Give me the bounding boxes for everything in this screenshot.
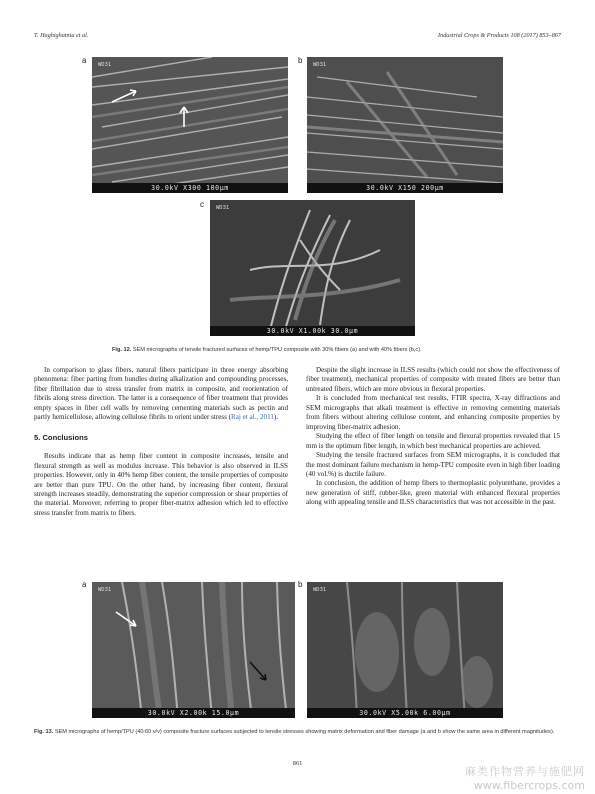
left-paragraph-1-text: In comparison to glass fibers, natural fibers participate in three energy absorbing phenomena: fiber parting from bundles during alkalization and compounding processes, fiber fibrillation due to stress transfer from matrix in composite, and reorientation of fibrils along stress direction. The latter is a consequence of fiber treatment that provides empty spaces in fiber cell walls by removing cementing materials such as pectin and partly hemicellulose, allowing cellulose fibrils to orient under stress ( <box>34 366 288 422</box>
right-paragraph: In conclusion, the addition of hemp fibers to thermoplastic polyurethane, provides a new generation of stiff, rubber-like, green material with enhanced flexural properties along with appealing tensile and ILSS characteristics that was not accessible in the past. <box>306 479 560 507</box>
fig13-caption-text: SEM micrographs of hemp/TPU (40:60 v/v) composite fracture surfaces subjected to tensile stresses showing matrix deformation and fiber damage (a and b show the same area in different magnitudes). <box>53 729 555 735</box>
running-header-journal: Industrial Crops & Products 108 (2017) 853–867 <box>438 32 561 39</box>
fig12-panel-b-tag: WD31 <box>313 62 327 68</box>
fig12-panel-b-scale-bar: 30.0kV X150 200μm <box>307 183 503 193</box>
fig12-panel-c-letter: c <box>200 200 204 209</box>
right-paragraph: It is concluded from mechanical test results, FTIR spectra, X-ray diffractions and SEM micrographs that alkali treatment is effective in removing cementing materials from fibers without altering cellulose content, and enhancing composite properties by improving fiber-matrix adhesion. <box>306 394 560 431</box>
fig13-panel-a-letter: a <box>82 580 87 589</box>
right-paragraph: Despite the slight increase in ILSS results (which could not show the effectiveness of fiber treatment), mechanical properties of composite with treated fibers are better than untreated fibers, which are more obvious in flexural properties. <box>306 366 560 393</box>
right-column <box>306 366 560 508</box>
page-number: 861 <box>292 760 303 767</box>
fig13-caption-label: Fig. 13. <box>34 729 54 735</box>
fig13-panel-a-micrograph <box>92 582 295 718</box>
right-paragraph: Studying the tensile fractured surfaces from SEM micrographs, it is concluded that the most dominant failure mechanism in hemp-TPU composite even in high fiber loading (40 vol.%) is ductile failure. <box>306 451 560 478</box>
fig12-panel-b-micrograph <box>307 57 503 193</box>
fig12-panel-b-texture <box>307 57 503 193</box>
fig12-panel-c-texture <box>210 200 415 336</box>
fig13-panel-b-micrograph <box>307 582 503 718</box>
fig12-panel-a-tag: WD31 <box>98 62 112 68</box>
fig13-panel-b-scale-bar: 30.0kV X5.00k 6.00μm <box>307 708 503 718</box>
fig12-panel-a-micrograph <box>92 57 288 193</box>
fig13-panel-b-texture <box>307 582 503 718</box>
left-column <box>34 366 288 518</box>
citation-link[interactable]: Raj et al., 2011 <box>231 413 274 422</box>
left-paragraph-1 <box>34 366 288 423</box>
left-paragraph-2: Results indicate that as hemp fiber content in composite increases, tensile and flexural strength as well as modulus increase. This behavior is also observed in ILSS properties. However, only in 40% hemp fiber content, the tensile properties of composite are better than pure TPU. On the other hand, by increasing fiber content, flexural strength increases steadily, demonstrating the superior compression or shear properties of the material. Moreover, referring to proper fiber-matrix adhesion which led to effective stress transfer from matrix to fibers. <box>34 452 288 517</box>
section-title-conclusions: 5. Conclusions <box>34 432 89 442</box>
fig12-panel-c-scale-bar: 30.0kV X1.00k 30.0μm <box>210 326 415 336</box>
fig13-panel-a-scale-bar: 30.0kV X2.00k 15.0μm <box>92 708 295 718</box>
fig13-panel-a-texture <box>92 582 295 718</box>
fig12-panel-c-tag: WD31 <box>216 205 230 211</box>
watermark <box>465 765 585 793</box>
fig12-panel-a-texture <box>92 57 288 193</box>
running-header-authors: T. Haghighatnia et al. <box>34 32 89 39</box>
watermark-line-1: 麻类作物营养与施肥网 <box>465 765 585 778</box>
right-paragraph: Studying the effect of fiber length on tensile and flexural properties revealed that 15 mm is the optimum fiber length, in which best mechanical properties are achieved. <box>306 432 560 450</box>
fig13-caption <box>34 728 562 736</box>
fig12-panel-a-letter: a <box>82 56 87 65</box>
fig12-caption-label: Fig. 12. <box>112 347 132 353</box>
fig13-panel-a-tag: WD31 <box>98 587 112 593</box>
fig12-panel-b-letter: b <box>298 56 303 65</box>
fig12-caption <box>112 346 532 354</box>
fig12-panel-c-micrograph <box>210 200 415 336</box>
left-paragraph-1-end: ). <box>273 413 279 422</box>
fig13-panel-b-letter: b <box>298 580 303 589</box>
watermark-line-2: www.fibercrops.com <box>473 779 585 792</box>
fig12-panel-a-scale-bar: 30.0kV X300 100μm <box>92 183 288 193</box>
fig12-caption-text: SEM micrographs of tensile fractured surfaces of hemp/TPU composite with 30% fibers (a) and with 40% fibers (b,c). <box>131 347 422 353</box>
fig13-panel-b-tag: WD31 <box>313 587 327 593</box>
